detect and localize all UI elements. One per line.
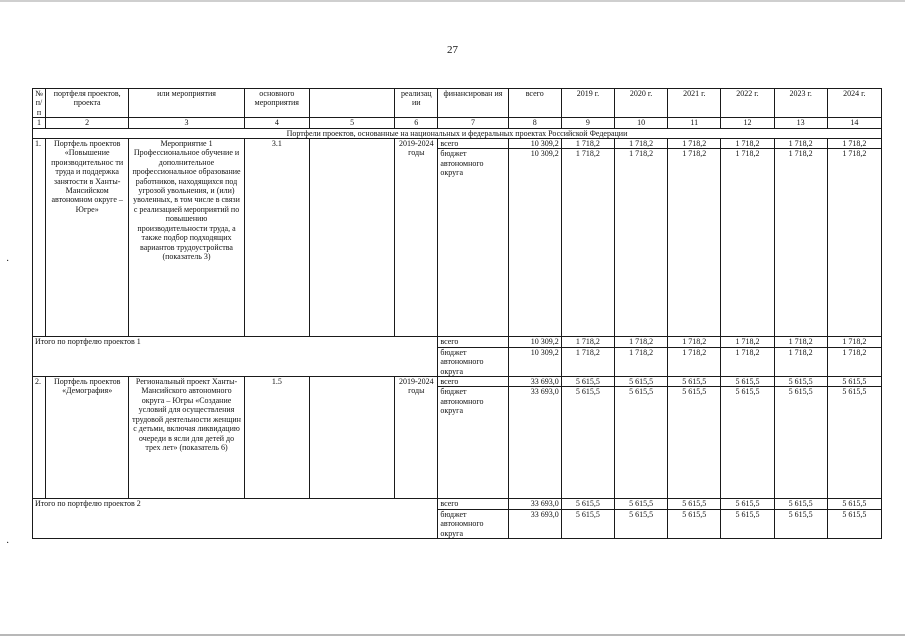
row-number: 1. [33,139,46,337]
amount-year: 5 615,5 [774,509,827,538]
amount-year: 1 718,2 [774,337,827,347]
header-measure: или мероприятия [129,89,244,118]
amount-year: 1 718,2 [721,149,774,337]
header-year: 2022 г. [721,89,774,118]
amount-year: 5 615,5 [668,499,721,509]
amount-year: 1 718,2 [668,139,721,149]
funding-source: бюджет автономного округа [438,509,508,538]
header-code: основного мероприятия [244,89,309,118]
subtotal-label: Итого по портфелю проектов 2 [33,499,438,539]
period: 2019-2024 годы [395,139,438,337]
subtotal-label: Итого по портфелю проектов 1 [33,337,438,377]
funding-source: бюджет автономного округа [438,149,508,337]
measure-name: Региональный проект Ханты-Мансийского автономного округа – Югры «Создание условий для осуществления трудовой деятельности женщин с детьми, включая ликвидацию очереди в ясли для детей до трех лет» (показатель 6) [129,377,244,499]
header-source: финансирован ия [438,89,508,118]
amount-year: 5 615,5 [774,499,827,509]
amount-year: 5 615,5 [668,387,721,499]
amount-year: 5 615,5 [774,377,827,387]
header-row [33,89,882,118]
amount-year: 5 615,5 [614,387,667,499]
header-year: 2023 г. [774,89,827,118]
amount-year: 5 615,5 [721,499,774,509]
funding-source: всего [438,377,508,387]
scan-top-edge [0,0,905,2]
subtotal-row [33,337,882,347]
scan-speck: · [6,256,10,267]
amount-total: 10 309,2 [508,347,561,376]
portfolio-name: Портфель проектов «Демография» [46,377,129,499]
header-year: 2019 г. [561,89,614,118]
empty-cell [309,139,394,337]
empty-cell [309,377,394,499]
amount-year: 1 718,2 [614,149,667,337]
amount-year: 5 615,5 [827,377,881,387]
column-number: 10 [614,118,667,128]
header-period: реализац ии [395,89,438,118]
subtotal-row [33,499,882,509]
amount-year: 1 718,2 [827,149,881,337]
amount-total: 10 309,2 [508,337,561,347]
measure-code: 1.5 [244,377,309,499]
amount-year: 1 718,2 [827,347,881,376]
funding-source: бюджет автономного округа [438,387,508,499]
amount-year: 5 615,5 [668,509,721,538]
page-number: 27 [447,44,458,56]
header-year: 2021 г. [668,89,721,118]
amount-year: 1 718,2 [721,347,774,376]
amount-year: 5 615,5 [561,377,614,387]
amount-year: 1 718,2 [561,347,614,376]
table-row [33,139,882,149]
amount-year: 1 718,2 [561,139,614,149]
amount-total: 33 693,0 [508,377,561,387]
amount-year: 1 718,2 [614,337,667,347]
amount-year: 1 718,2 [721,337,774,347]
header-total: всего [508,89,561,118]
amount-year: 1 718,2 [668,337,721,347]
amount-year: 1 718,2 [774,149,827,337]
column-number: 11 [668,118,721,128]
header-num: № п/п [33,89,46,118]
amount-year: 5 615,5 [614,499,667,509]
amount-year: 5 615,5 [721,377,774,387]
column-number: 8 [508,118,561,128]
section-title: Портфели проектов, основанные на национальных и федеральных проектах Российской Федерации [33,128,882,138]
column-number: 12 [721,118,774,128]
scan-speck: · [6,538,10,549]
amount-year: 1 718,2 [827,139,881,149]
amount-total: 33 693,0 [508,387,561,499]
amount-year: 5 615,5 [827,499,881,509]
column-number: 3 [129,118,244,128]
amount-year: 5 615,5 [614,377,667,387]
portfolio-name: Портфель проектов «Повышение производительнос ти труда и поддержка занятости в Ханты-Мансийском автономном округе – Югре» [46,139,129,337]
column-number: 4 [244,118,309,128]
amount-year: 1 718,2 [827,337,881,347]
column-number: 5 [309,118,394,128]
amount-year: 1 718,2 [774,139,827,149]
amount-year: 1 718,2 [561,149,614,337]
column-number: 2 [46,118,129,128]
amount-total: 10 309,2 [508,149,561,337]
amount-year: 1 718,2 [614,347,667,376]
amount-year: 5 615,5 [827,387,881,499]
column-number: 14 [827,118,881,128]
column-number: 9 [561,118,614,128]
funding-source: всего [438,139,508,149]
column-number: 1 [33,118,46,128]
section-row [33,128,882,138]
header-portfolio: портфеля проектов, проекта [46,89,129,118]
amount-year: 5 615,5 [561,387,614,499]
header-year: 2024 г. [827,89,881,118]
amount-year: 5 615,5 [721,387,774,499]
funding-source: всего [438,337,508,347]
amount-year: 5 615,5 [827,509,881,538]
amount-year: 5 615,5 [561,499,614,509]
amount-year: 1 718,2 [561,337,614,347]
amount-year: 5 615,5 [614,509,667,538]
row-number: 2. [33,377,46,499]
column-number: 6 [395,118,438,128]
amount-year: 1 718,2 [668,347,721,376]
scan-bottom-edge [0,634,905,636]
header-col5 [309,89,394,118]
amount-year: 1 718,2 [774,347,827,376]
column-number: 13 [774,118,827,128]
amount-year: 1 718,2 [721,139,774,149]
funding-source: бюджет автономного округа [438,347,508,376]
amount-total: 33 693,0 [508,509,561,538]
measure-name: Мероприятие 1 Профессиональное обучение и дополнительное профессиональное образование работников, находящихся под угрозой увольнения, и (или) уволенных, в том числе в связи с реализацией мероприятий по повышению производительности труда, а также подбор подходящих вариантов трудоустройства (показатель 3) [129,139,244,337]
column-number-row [33,118,882,128]
table-row [33,377,882,387]
program-table [32,88,882,539]
funding-source: всего [438,499,508,509]
amount-year: 5 615,5 [668,377,721,387]
header-year: 2020 г. [614,89,667,118]
amount-year: 1 718,2 [614,139,667,149]
amount-year: 5 615,5 [774,387,827,499]
amount-year: 5 615,5 [721,509,774,538]
measure-code: 3.1 [244,139,309,337]
period: 2019-2024 годы [395,377,438,499]
amount-total: 10 309,2 [508,139,561,149]
amount-year: 5 615,5 [561,509,614,538]
amount-total: 33 693,0 [508,499,561,509]
column-number: 7 [438,118,508,128]
amount-year: 1 718,2 [668,149,721,337]
